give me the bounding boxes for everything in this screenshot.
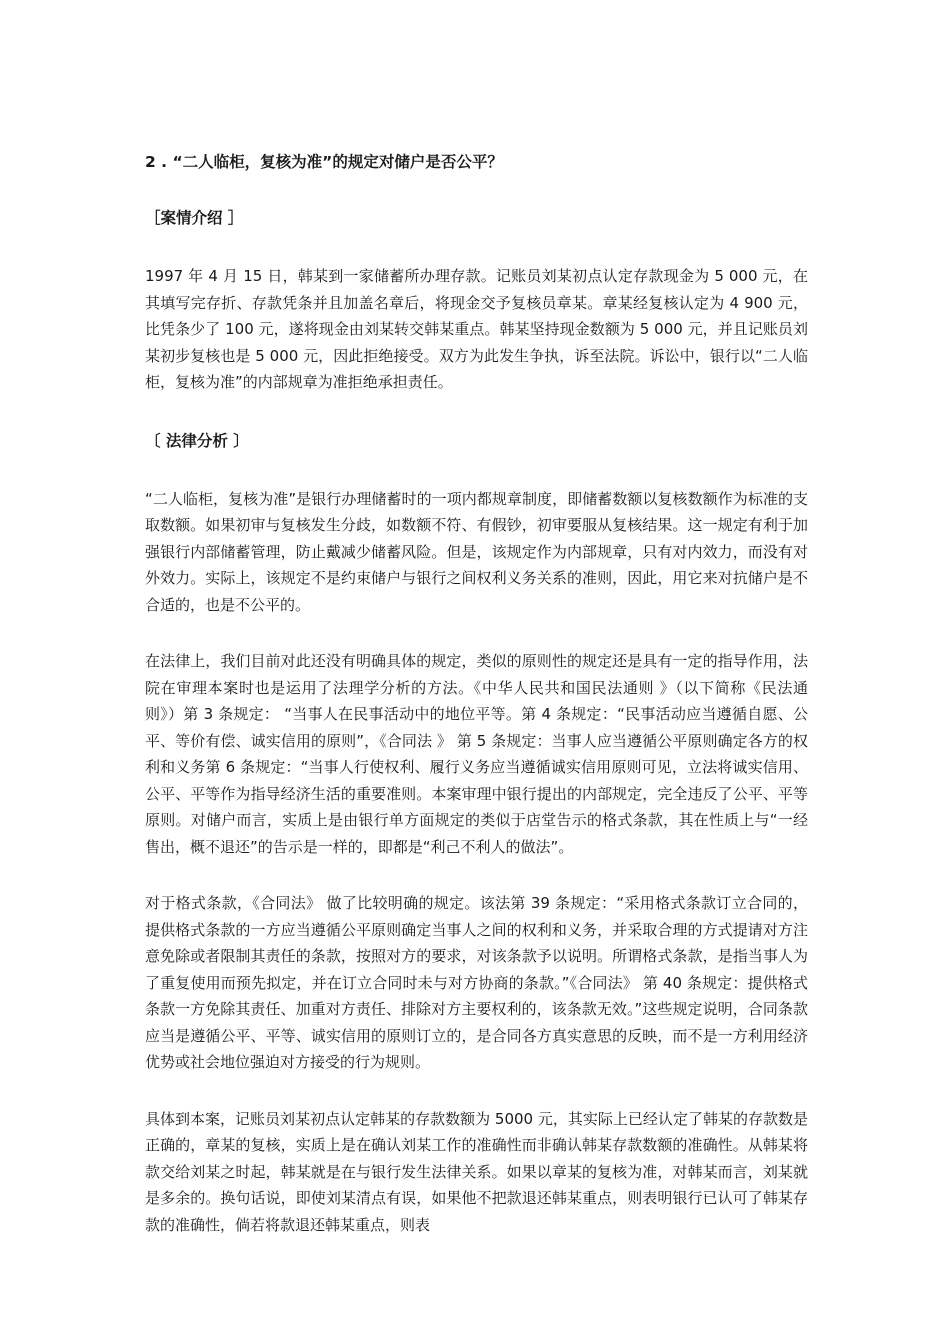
paragraph-analysis-3: 对于格式条款，《合同法》 做了比较明确的规定。该法第 39 条规定：“采用格式条款订立合同的，提供格式条款的一方应当遵循公平原则确定当事人之间的权利和义务，并采取合理的方式提请对方注意免除或者限制其责任的条款，按照对方的要求，对该条款予以说明。所谓格式条款，是指当事人为了重复使用而预先拟定，并在订立合同时未与对方协商的条款。”《合同法》 第 40 条规定：提供格式条款一方免除其责任、加重对方责任、排除对方主要权利的，该条款无效。”这些规定说明，合同条款应当是遵循公平、平等、诚实信用的原则订立的，是合同各方真实意思的反映，而不是一方利用经济优势或社会地位强迫对方接受的行为规则。 bbox=[145, 894, 808, 1071]
document-body bbox=[145, 149, 808, 1238]
paragraph-case-intro: 1997 年 4 月 15 日，韩某到一家储蓄所办理存款。记账员刘某初点认定存款现金为 5 000 元，在其填写完存折、存款凭条并且加盖名章后，将现金交予复核员章某。章某经复核认定为 4 900 元，比凭条少了 100 元，遂将现金由刘某转交韩某重点。韩某坚持现金数额为 5 000 元，并且记账员刘某初步复核也是 5 000 元，因此拒绝接受。双方为此发生争执，诉至法院。诉讼中，银行以“二人临柜，复核为准”的内部规章为准拒绝承担责任。 bbox=[145, 267, 808, 391]
paragraph-analysis-1: “二人临柜，复核为准”是银行办理储蓄时的一项内都规章制度，即储蓄数额以复核数额作为标准的支取数额。如果初审与复核发生分歧，如数额不符、有假钞，初审要服从复核结果。这一规定有利于加强银行内部储蓄管理，防止戴减少储蓄风险。但是，该规定作为内部规章，只有对内效力，而没有对外效力。实际上，该规定不是约束储户与银行之间权利义务关系的准则，因此，用它来对抗储户是不合适的，也是不公平的。 bbox=[145, 489, 808, 614]
paragraph-analysis-4: 具体到本案，记账员刘某初点认定韩某的存款数额为 5000 元，其实际上已经认定了韩某的存款数是正确的，章某的复核，实质上是在确认刘某工作的准确性而非确认韩某存款数额的准确性。从韩某将款交给刘某之时起，韩某就是在与银行发生法律关系。如果以章某的复核为准，对韩某而言，刘某就是多余的。换句话说，即使刘某清点有误，如果他不把款退还韩某重点，则表明银行已认可了韩某存款的准确性，倘若将款退还韩某重点，则表 bbox=[145, 1109, 808, 1234]
section-heading-analysis: 〔 法律分析 〕 bbox=[145, 431, 249, 450]
section-heading-case: ［案情介绍 ］ bbox=[145, 209, 244, 227]
paragraph-analysis-2: 在法律上，我们目前对此还没有明确具体的规定，类似的原则性的规定还是具有一定的指导作用，法院在审理本案时也是运用了法理学分析的方法。《中华人民共和国民法通则 》（以下简称《民法通则》）第 3 条规定： “当事人在民事活动中的地位平等。第 4 条规定：“民事活动应当遵循自愿、公平、等价有偿、诚实信用的原则”，《合同法 》 第 5 条规定：当事人应当遵循公平原则确定各方的权利和义务第 6 条规定：“当事人行使权利、履行义务应当遵循诚实信用原则可见，立法将诚实信用、公平、平等作为指导经济生活的重要准则。本案审理中银行提出的内部规定，完全违反了公平、平等原则。对储户而言，实质上是由银行单方面规定的类似于店堂告示的格式条款，其在性质上与“一经售出，概不退还”的告示是一样的，即都是“利己不利人的做法”。 bbox=[145, 652, 808, 856]
document-title: 2 . “二人临柜，复核为准”的规定对储户是否公平？ bbox=[145, 153, 503, 171]
